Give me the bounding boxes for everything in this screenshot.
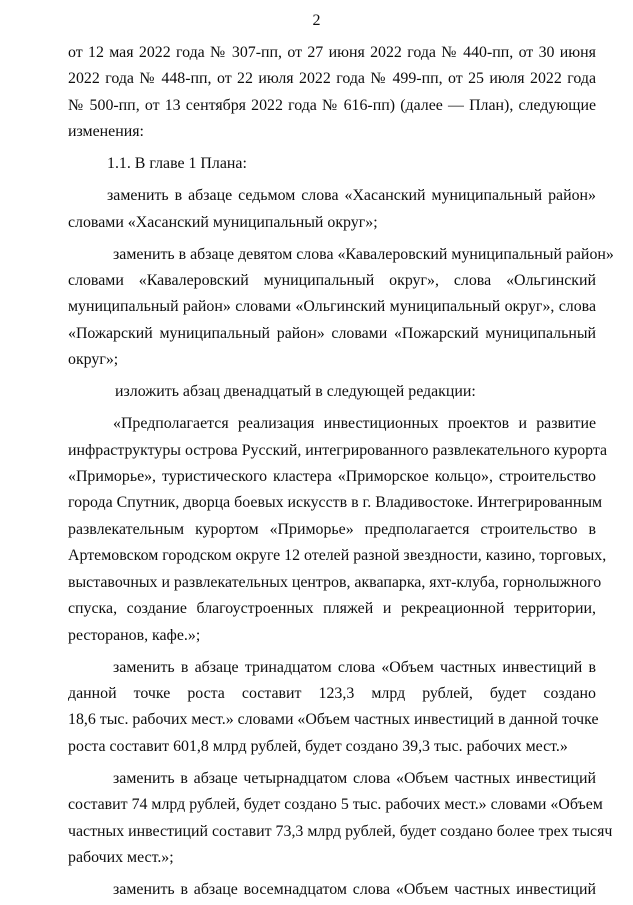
document-body (68, 40, 614, 903)
text-line: роста составит 601,8 млрд рублей, будет создано 39,3 тыс. рабочих мест.» (68, 737, 568, 755)
text-line: изменения: (68, 123, 144, 141)
text-line: города Спутник, дворца боевых искусств в г. Владивостоке. Интегрированным (68, 494, 603, 512)
paragraph-quoted-text (68, 411, 608, 649)
paragraph-amendment-13 (68, 655, 599, 761)
text-line: составит 74 млрд рублей, будет создано 5 тыс. рабочих мест.» словами «Объем (68, 796, 603, 814)
text-line: «Предполагается реализация инвестиционных проектов и развитие (113, 415, 596, 433)
text-line: частных инвестиций составит 73,3 млрд рублей, будет создано более трех тысяч (68, 822, 613, 840)
paragraph-amendment-14 (68, 766, 613, 872)
text-line: выставочных и развлекательных центров, аквапарка, яхт-клуба, горнолыжного (68, 573, 602, 591)
text-line: 2022 года № 448-пп, от 22 июля 2022 года № 499-пп, от 25 июля 2022 года (68, 70, 596, 88)
text-line: Артемовском городском округе 12 отелей разной звездности, казино, торговых, (68, 547, 607, 565)
paragraph-amendment-12-intro (68, 379, 596, 405)
text-line: словами «Хасанский муниципальный округ»; (68, 213, 378, 231)
text-line: рабочих мест.»; (68, 848, 174, 866)
text-line: «Пожарский муниципальный район» словами «Пожарский муниципальный (68, 324, 596, 342)
text-line: данной точке роста составит 123,3 млрд рублей, будет создано (68, 684, 596, 702)
paragraph-amendment-18 (68, 877, 596, 903)
paragraph-section-1-1 (68, 151, 596, 177)
text-line: заменить в абзаце тринадцатом слова «Объем частных инвестиций в (113, 658, 596, 676)
paragraph-amendment-7 (68, 183, 596, 236)
text-line: ресторанов, кафе.»; (68, 626, 201, 644)
text-line: заменить в абзаце восемнадцатом слова «Объем частных инвестиций (113, 880, 596, 898)
paragraph-amendment-9 (68, 242, 614, 374)
text-line: округ»; (68, 351, 119, 369)
text-line: «Приморье», туристического кластера «Приморское кольцо», строительство (68, 468, 596, 486)
text-line: заменить в абзаце седьмом слова «Хасанский муниципальный район» (107, 187, 596, 205)
text-line: словами «Кавалеровский муниципальный округ», слова «Ольгинский (68, 272, 596, 290)
text-line: спуска, создание благоустроенных пляжей и рекреационной территории, (68, 600, 596, 618)
text-line: инфраструктуры острова Русский, интегрированного развлекательного курорта (68, 441, 608, 459)
text-line: 18,6 тыс. рабочих мест.» словами «Объем частных инвестиций в данной точке (68, 711, 599, 729)
text-line: изложить абзац двенадцатый в следующей редакции: (115, 383, 476, 401)
paragraph-continuation (68, 40, 596, 146)
text-line: муниципальный район» словами «Ольгинский муниципальный округ», слова (68, 298, 596, 316)
text-line: развлекательным курортом «Приморье» предполагается строительство в (68, 520, 596, 538)
page-number: 2 (312, 12, 321, 29)
text-line: заменить в абзаце четырнадцатом слова «Объем частных инвестиций (113, 769, 596, 787)
text-line: заменить в абзаце девятом слова «Кавалеровский муниципальный район» (113, 245, 614, 263)
text-line: 1.1. В главе 1 Плана: (107, 155, 247, 173)
text-line: от 12 мая 2022 года № 307-пп, от 27 июня 2022 года № 440-пп, от 30 июня (68, 44, 596, 61)
text-line: № 500-пп, от 13 сентября 2022 года № 616-пп) (далее — План), следующие (68, 96, 596, 114)
